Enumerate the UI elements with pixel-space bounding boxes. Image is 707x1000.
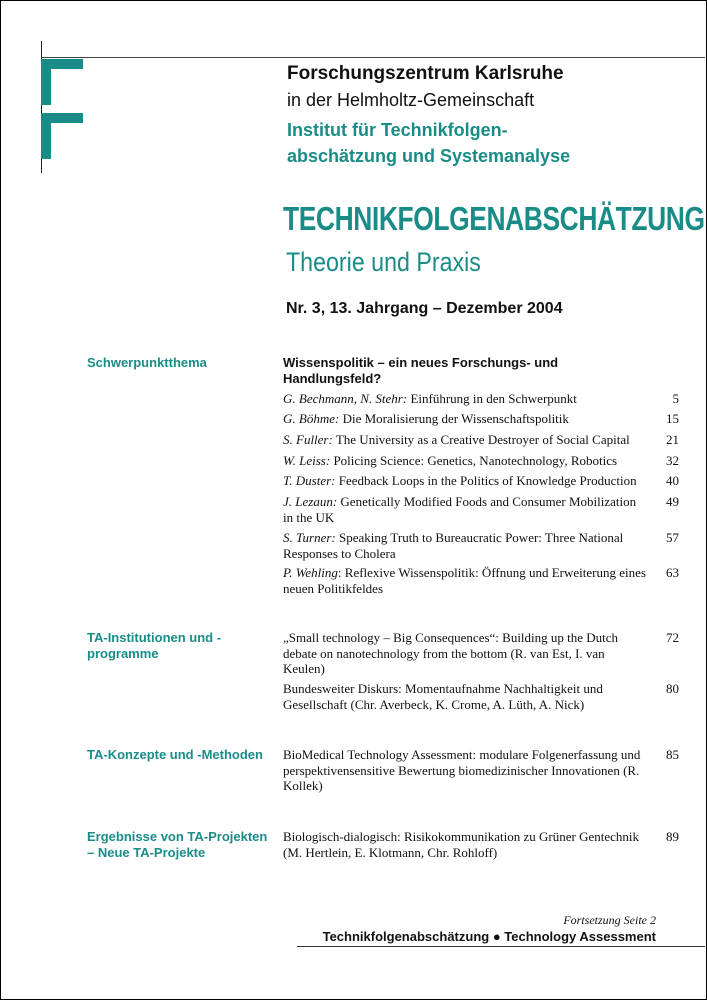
- toc-entry-title: Biologisch-dialogisch: Risikokommunikation zu Grüner Gentechnik (M. Hertlein, E. Klotmann, Chr. Rohloff): [283, 829, 640, 860]
- toc-page-number: 72: [666, 630, 679, 645]
- toc-entry-author: J. Lezaun:: [283, 494, 338, 509]
- toc-entry-author: G. Böhme:: [283, 411, 340, 426]
- toc-entry-author: P. Wehling: [283, 565, 338, 580]
- footer-rule: [297, 946, 705, 947]
- toc-entry-title: Einführung in den Schwerpunkt: [407, 391, 577, 406]
- org-subtitle: in der Helmholtz-Gemeinschaft: [287, 90, 535, 110]
- toc-page-number: 21: [666, 432, 679, 447]
- toc-page-number: 5: [672, 391, 679, 406]
- toc-page-number: 80: [666, 681, 679, 696]
- section-heading: Wissenspolitik – ein neues Forschungs- und Handlungsfeld?: [283, 355, 559, 386]
- toc-page-number: 63: [666, 565, 679, 580]
- section-label: TA-Institutionen und -programme: [87, 630, 222, 661]
- toc-entry[interactable]: [283, 453, 649, 469]
- toc-entry[interactable]: [283, 432, 649, 448]
- toc-entry-title: Policing Science: Genetics, Nanotechnology, Robotics: [330, 453, 618, 468]
- section-label: Schwerpunktthema: [87, 355, 207, 370]
- toc-entry-title: „Small technology – Big Consequences“: Building up the Dutch debate on nanotechnology from the bottom (R. van Est, I. van Keulen): [283, 630, 619, 676]
- section-label: Ergebnisse von TA-Projekten – Neue TA-Projekte: [87, 829, 268, 860]
- continue-note: Fortsetzung Seite 2: [563, 913, 656, 927]
- toc-entry-title: Feedback Loops in the Politics of Knowledge Production: [335, 473, 637, 488]
- section-label: TA-Konzepte und -Methoden: [87, 747, 263, 762]
- toc-page-number: 32: [666, 453, 679, 468]
- toc-entry-title: BioMedical Technology Assessment: modulare Folgenerfassung und perspektivensensitive Bewertung biomedizinischer Innovationen (R. Kollek): [283, 747, 641, 793]
- org-name: Forschungszentrum Karlsruhe: [287, 63, 564, 84]
- toc-entry[interactable]: [283, 630, 649, 677]
- toc-entry[interactable]: [283, 494, 649, 525]
- toc-entry[interactable]: [283, 473, 649, 489]
- toc-page-number: 15: [666, 411, 679, 426]
- toc-entry[interactable]: [283, 565, 649, 596]
- toc-entry-title: : Reflexive Wissenspolitik: Öffnung und Erweiterung eines neuen Politikfeldes: [283, 565, 646, 596]
- toc-page-number: 89: [666, 829, 679, 844]
- toc-entry-title: Die Moralisierung der Wissenschaftspolitik: [339, 411, 569, 426]
- toc-entry-author: S. Fuller:: [283, 432, 333, 447]
- issue-info: Nr. 3, 13. Jahrgang – Dezember 2004: [286, 300, 563, 317]
- toc-entry[interactable]: [283, 747, 649, 794]
- toc-entry[interactable]: [283, 681, 649, 712]
- toc-entry-title: Bundesweiter Diskurs: Momentaufnahme Nachhaltigkeit und Gesellschaft (Chr. Averbeck, K. Crome, A. Lüth, A. Nick): [283, 681, 603, 712]
- journal-subtitle: Theorie und Praxis: [286, 247, 481, 277]
- toc-entry-title: Speaking Truth to Bureaucratic Power: Three National Responses to Cholera: [283, 530, 624, 561]
- toc-entry[interactable]: [283, 411, 649, 427]
- toc-entry[interactable]: [283, 829, 649, 860]
- institute-name-line2: abschätzung und Systemanalyse: [287, 146, 571, 166]
- toc-entry[interactable]: [283, 530, 649, 561]
- toc-entry-author: T. Duster:: [283, 473, 336, 488]
- toc-page-number: 57: [666, 530, 679, 545]
- toc-entry-author: S. Turner:: [283, 530, 336, 545]
- toc-page-number: 85: [666, 747, 679, 762]
- institute-name-line1: Institut für Technikfolgen-: [287, 120, 508, 140]
- toc-page-number: 49: [666, 494, 679, 509]
- fzk-logo: [1, 1, 101, 181]
- toc-entry[interactable]: [283, 391, 649, 407]
- toc-entry-title: The University as a Creative Destroyer of Social Capital: [332, 432, 630, 447]
- footer-journal-line: Technikfolgenabschätzung ● Technology Assessment: [322, 929, 656, 944]
- toc-entry-title: Genetically Modified Foods and Consumer Mobilization in the UK: [283, 494, 637, 525]
- toc-entry-author: W. Leiss:: [283, 453, 331, 468]
- toc-entry-author: G. Bechmann, N. Stehr:: [283, 391, 408, 406]
- header-rule: [41, 57, 705, 58]
- toc-page-number: 40: [666, 473, 679, 488]
- journal-title: TECHNIKFOLGENABSCHÄTZUNG: [283, 200, 705, 237]
